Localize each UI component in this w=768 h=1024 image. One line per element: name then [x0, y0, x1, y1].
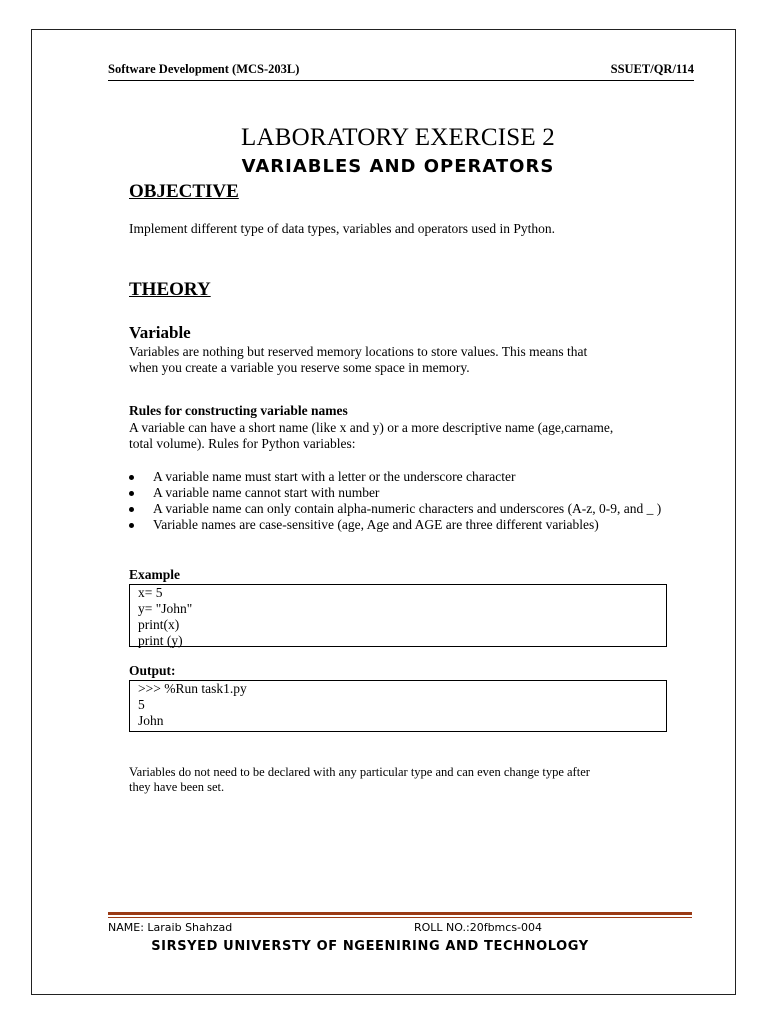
- variable-paragraph: [129, 344, 674, 376]
- bullet-icon: [129, 491, 134, 496]
- list-item: [129, 517, 674, 533]
- closing-text-line: they have been set.: [129, 780, 225, 794]
- header-divider: [108, 80, 694, 81]
- list-item-text: Variable names are case-sensitive (age, Age and AGE are three different variables): [153, 517, 599, 532]
- document-code: SSUET/QR/114: [610, 62, 694, 76]
- theory-heading: THEORY: [129, 279, 211, 300]
- list-item: [129, 501, 674, 517]
- rules-heading: Rules for constructing variable names: [129, 403, 348, 418]
- list-item: [129, 485, 674, 501]
- list-item-text: A variable name can only contain alpha-numeric characters and underscores (A-z, 0-9, and _ ): [153, 501, 662, 516]
- objective-heading: OBJECTIVE: [129, 181, 239, 202]
- course-title: Software Development (MCS-203L): [108, 62, 300, 76]
- example-code-box: [129, 584, 667, 647]
- output-line: >>> %Run task1.py: [138, 681, 247, 696]
- bullet-icon: [129, 507, 134, 512]
- variable-text-line: when you create a variable you reserve some space in memory.: [129, 360, 470, 375]
- list-item: [129, 469, 674, 485]
- output-line: 5: [138, 697, 145, 712]
- code-line: print(x): [138, 617, 180, 632]
- variable-heading: Variable: [129, 323, 191, 342]
- list-item-text: A variable name cannot start with number: [153, 485, 380, 500]
- output-line: John: [138, 713, 164, 728]
- lab-subtitle: VARIABLES AND OPERATORS: [241, 156, 555, 177]
- footer-divider-thin: [108, 917, 692, 918]
- example-heading: Example: [129, 567, 181, 582]
- code-line: y= "John": [138, 601, 193, 616]
- rules-paragraph: [129, 420, 674, 452]
- output-box: [129, 680, 667, 732]
- list-item-text: A variable name must start with a letter or the underscore character: [153, 469, 516, 484]
- output-heading: Output:: [129, 663, 176, 678]
- university-name: SIRSYED UNIVERSTY OF NGEENIRING AND TECHNOLOGY: [151, 939, 589, 954]
- closing-paragraph: [129, 765, 674, 795]
- objective-text: Implement different type of data types, variables and operators used in Python.: [129, 221, 556, 236]
- roll-number: ROLL NO.:20fbmcs-004: [414, 921, 543, 934]
- code-line: x= 5: [138, 585, 163, 600]
- footer-divider-thick: [108, 912, 692, 915]
- bullet-icon: [129, 523, 134, 528]
- closing-text-line: Variables do not need to be declared with any particular type and can even change type after: [129, 765, 590, 779]
- page-header: [108, 62, 694, 77]
- bullet-icon: [129, 475, 134, 480]
- rules-list: [129, 469, 674, 533]
- rules-text-line: total volume). Rules for Python variables:: [129, 436, 356, 451]
- code-line: print (y): [138, 633, 183, 648]
- variable-text-line: Variables are nothing but reserved memory locations to store values. This means that: [129, 344, 588, 359]
- student-name: NAME: Laraib Shahzad: [108, 921, 233, 934]
- lab-title: LABORATORY EXERCISE 2: [241, 124, 555, 151]
- rules-text-line: A variable can have a short name (like x and y) or a more descriptive name (age,carname,: [129, 420, 614, 435]
